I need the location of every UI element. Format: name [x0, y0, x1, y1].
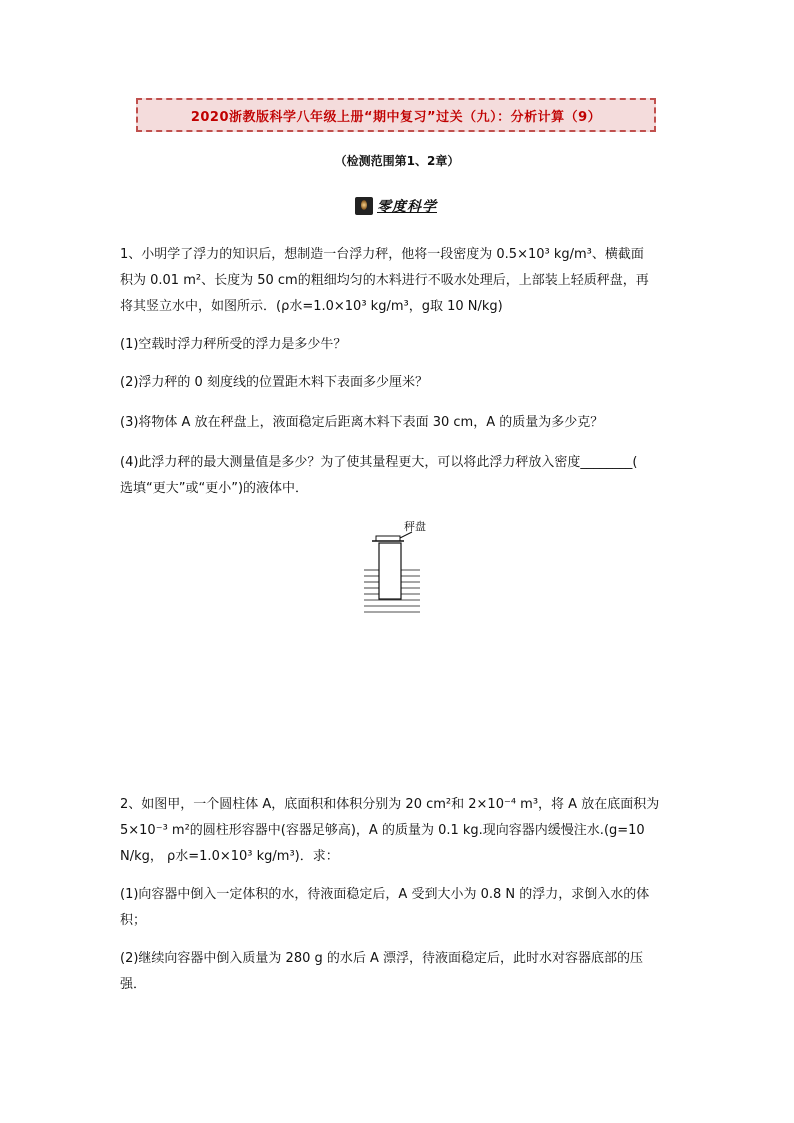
logo-icon — [355, 197, 373, 215]
q2-sub1-line1: (1)向容器中倒入一定体积的水，待液面稳定后，A 受到大小为 0.8 N 的浮力，求倒入水的体 — [120, 887, 650, 902]
q2-line3: N/kg， ρ水=1.0×10³ kg/m³)．求： — [120, 849, 339, 864]
q2-sub2-line2: 强． — [120, 977, 147, 992]
logo-text: 零度科学 — [377, 199, 437, 215]
q2-sub2-line1: (2)继续向容器中倒入质量为 280 g 的水后 A 漂浮，待液面稳定后，此时水对容器底部的压 — [120, 951, 644, 966]
q2-sub1-line2: 积； — [120, 913, 147, 928]
q1-sub2: (2)浮力秤的 0 刻度线的位置距木料下表面多少厘米？ — [120, 375, 428, 390]
q2-line2: 5×10⁻³ m²的圆柱形容器中(容器足够高)，A 的质量为 0.1 kg.现向容器内缓慢注水.(g=10 — [120, 823, 645, 838]
q2-line1: 2、如图甲，一个圆柱体 A，底面积和体积分别为 20 cm²和 2×10⁻⁴ m³，将 A 放在底面积为 — [120, 797, 660, 812]
document-title: 2020浙教版科学八年级上册“期中复习”过关（九）：分析计算（9） — [190, 109, 602, 125]
q1-sub4-line2: 选填“更大”或“更小”)的液体中． — [120, 481, 309, 496]
q1-line1: 1、小明学了浮力的知识后，想制造一台浮力秤，他将一段密度为 0.5×10³ kg/m³、横截面 — [120, 247, 644, 262]
q1-line3: 将其竖立水中，如图所示．(ρ水=1.0×10³ kg/m³，g取 10 N/kg) — [120, 299, 503, 314]
tray-label: 秤盘 — [404, 520, 426, 533]
document-subtitle: （检测范围第1、2章） — [334, 154, 460, 168]
logo — [355, 196, 437, 216]
q1-sub1: (1)空载时浮力秤所受的浮力是多少牛？ — [120, 337, 347, 352]
float-scale-figure — [360, 516, 450, 624]
q1-line2: 积为 0.01 m²、长度为 50 cm的粗细均匀的木料进行不吸水处理后，上部装上轻质秤盘，再 — [120, 273, 649, 288]
title-banner — [136, 98, 656, 132]
q1-sub3: (3)将物体 A 放在秤盘上，液面稳定后距离木料下表面 30 cm，A 的质量为多少克？ — [120, 415, 604, 430]
q1-sub4-line1: (4)此浮力秤的最大测量值是多少？为了使其量程更大，可以将此浮力秤放入密度________( — [120, 455, 638, 470]
